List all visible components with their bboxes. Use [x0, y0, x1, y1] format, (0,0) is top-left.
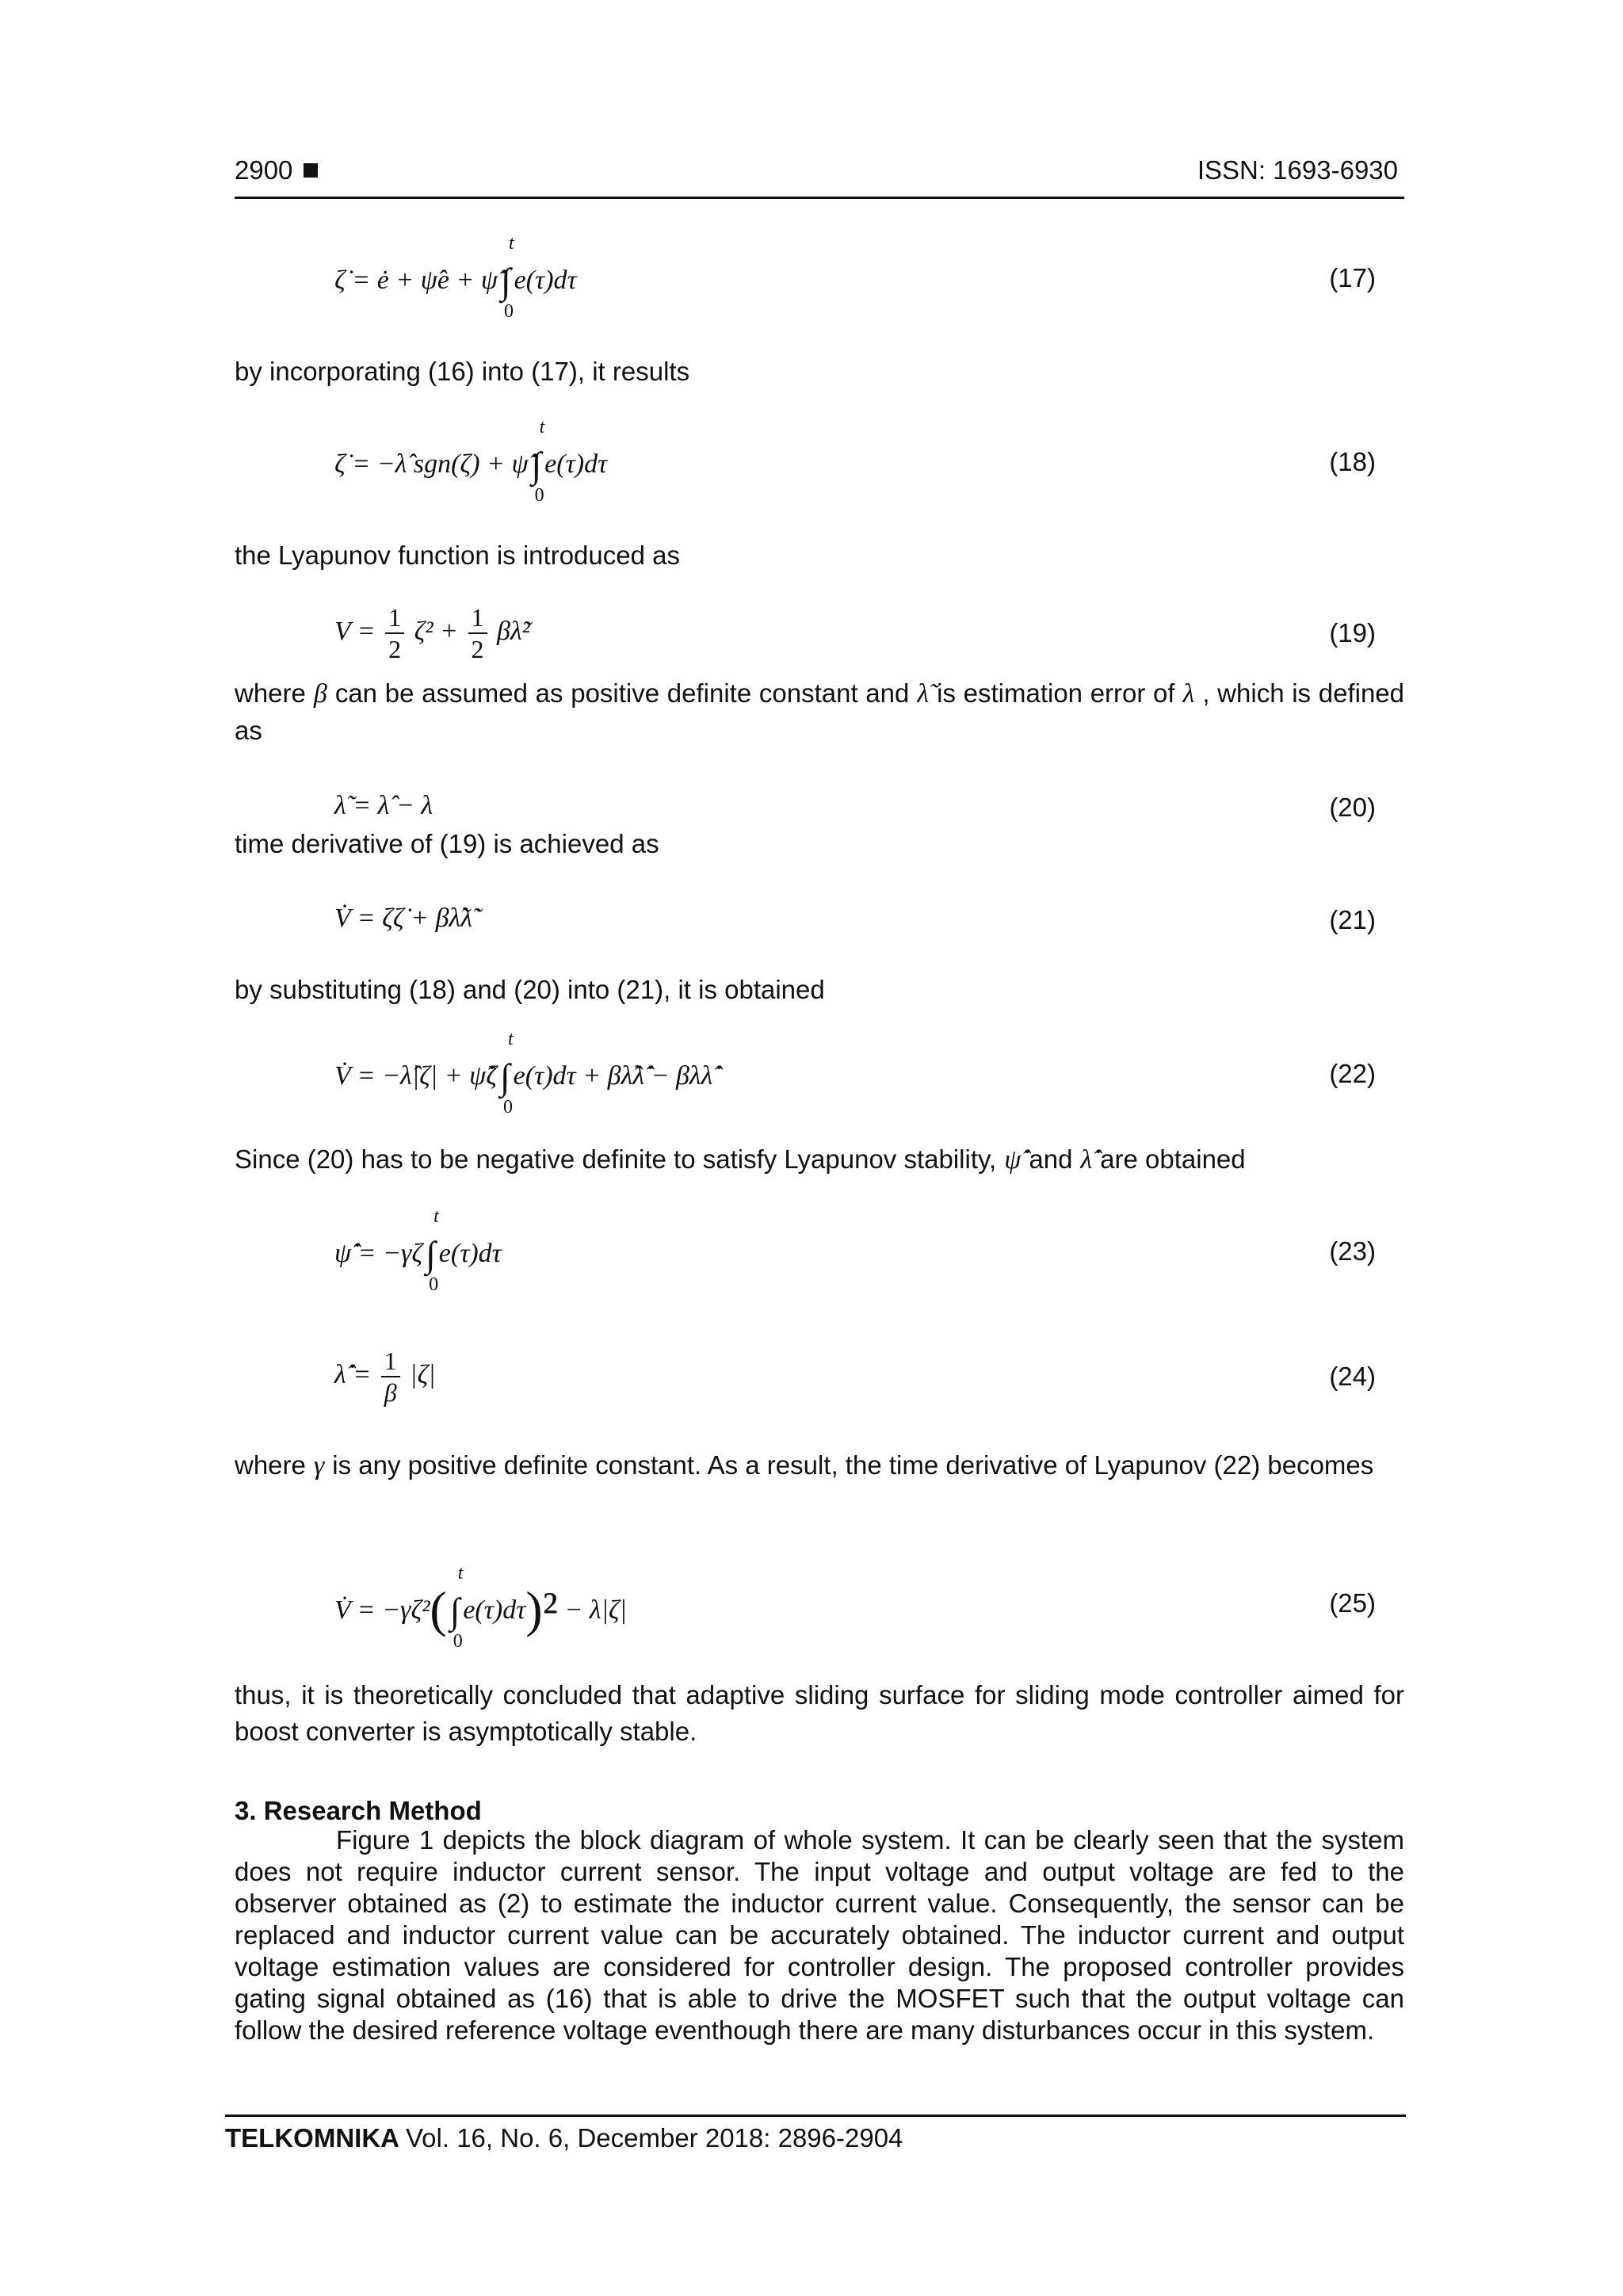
equation-number: (24) — [1329, 1362, 1376, 1391]
page-footer — [225, 2115, 1406, 2153]
citation: Vol. 16, No. 6, December 2018: 2896-2904 — [405, 2123, 903, 2153]
integral-sign: ∫ t 0 — [426, 1206, 439, 1295]
paragraph: time derivative of (19) is achieved as — [235, 829, 659, 858]
equation-number: (22) — [1329, 1059, 1376, 1088]
paragraph: thus, it is theoretically concluded that adaptive sliding surface for sliding mode controller aimed for boost converter is asymptotically stable. — [235, 1680, 1404, 1746]
equation-number: (19) — [1329, 618, 1376, 648]
equation-20: λ̃ = λ̂ − λ (20) — [334, 791, 1376, 822]
equation-19: V = $\frac{1}{2}$ ζ² + $\frac{1}{2}$ βλ̃² (19) — [334, 603, 1376, 663]
equation-22: V̇ = −λ̂|ζ| + ψ̂̇ζ∫ t 0 e(τ)dτ + βλ̂λ̂̇ − βλλ̂̇ (22) — [334, 1029, 1376, 1117]
equation-25: V̇ = −γζ²(∫ t 0 e(τ)dτ)² − λ|ζ| (25) — [334, 1563, 1376, 1652]
page-number: 2900 — [235, 155, 318, 185]
section-title: 3. Research Method — [235, 1796, 482, 1825]
fraction: $\frac{1}{2}$ — [468, 602, 487, 664]
equation-23: ψ̂̇ = −γζ∫ t 0 e(τ)dτ (23) — [334, 1206, 1376, 1295]
equation-number: (17) — [1329, 263, 1376, 292]
fraction: $\frac{1}{\beta}$ — [381, 1346, 400, 1408]
equation-21: V̇ = ζζ̇ + βλ̃λ̃̇ (21) — [334, 904, 1376, 934]
paragraph: where γ is any positive definite constant. As a result, the time derivative of Lyapunov (22) becomes — [235, 1450, 1374, 1480]
equation-17: ζ̇ = ė + ψ̂e + ψ̂̇∫ t 0 e(τ)dτ (17) — [334, 233, 1376, 322]
integral-sign: ∫ t 0 — [500, 1029, 514, 1117]
integral-sign: ∫ t 0 — [449, 1563, 464, 1652]
equation-number: (18) — [1329, 447, 1376, 476]
paragraph: where β can be assumed as positive definite constant and λ̃ is estimation error of λ , which is defined as — [235, 678, 1405, 745]
integral-sign: ∫ t 0 — [501, 233, 514, 322]
paragraph: Figure 1 depicts the block diagram of whole system. It can be clearly seen that the system does not require inductor current sensor. The input voltage and output voltage are fed to the observer obtained as (2) to estimate the inductor current value. Consequently, the sensor can be replaced and inductor current value can be accurately obtained. The inductor current and output voltage estimation values are considered for controller design. The proposed controller provides gating signal obtained as (16) that is able to drive the MOSFET such that the output voltage can follow the desired reference voltage eventhough there are many disturbances occur in this system. — [235, 1825, 1404, 2045]
paragraph: the Lyapunov function is introduced as — [235, 541, 680, 570]
page-header — [235, 155, 1404, 199]
equation-number: (20) — [1329, 793, 1376, 822]
fraction: $\frac{1}{2}$ — [385, 602, 404, 664]
square-icon — [304, 163, 318, 178]
paragraph: by incorporating (16) into (17), it results — [235, 357, 690, 386]
equation-18: ζ̇ = −λ̂ sgn(ζ) + ψ̂̇∫ t 0 e(τ)dτ (18) — [334, 417, 1376, 506]
equation-24: λ̂̇ = $\frac{1}{\beta}$ |ζ| (24) — [334, 1347, 1376, 1407]
journal-name: TELKOMNIKA — [225, 2123, 399, 2153]
paragraph: by substituting (18) and (20) into (21), it is obtained — [235, 975, 825, 1004]
integral-sign: ∫ t 0 — [531, 417, 545, 506]
paragraph: Since (20) has to be negative definite to satisfy Lyapunov stability, ψ̂̇ and λ̂̇ are obtained — [235, 1144, 1246, 1175]
equation-number: (21) — [1329, 905, 1376, 934]
equation-number: (25) — [1329, 1588, 1376, 1618]
issn: ISSN: 1693-6930 — [1197, 155, 1398, 185]
equation-number: (23) — [1329, 1236, 1376, 1266]
